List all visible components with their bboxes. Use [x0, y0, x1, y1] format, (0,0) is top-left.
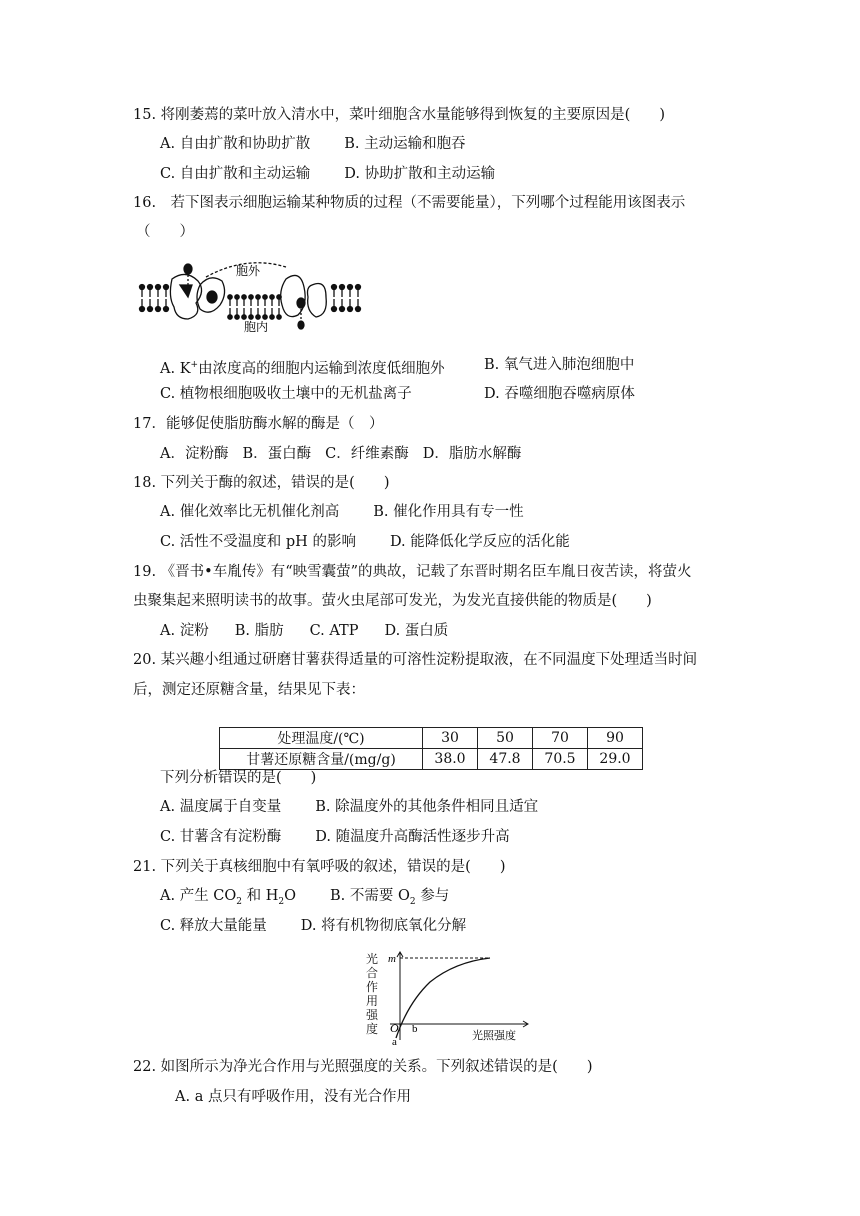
lipid-bilayer-right — [332, 285, 361, 312]
table-cell: 70 — [533, 728, 588, 749]
q21-option-c: C. 释放大量能量 — [160, 918, 267, 934]
q21-option-b: B. 不需要 $O_2$ 参与 — [330, 888, 450, 907]
label-m: m — [388, 953, 396, 965]
label-b: b — [412, 1023, 418, 1035]
q21-option-d: D. 将有机物彻底氧化分解 — [300, 918, 467, 934]
q21-stem: 21. 下列关于真核细胞中有氧呼吸的叙述，错误的是( ) — [133, 859, 506, 875]
q15-options-row1 — [160, 134, 466, 154]
q20-option-d: D. 随温度升高酶活性逐步升高 — [315, 829, 510, 845]
table-cell: 29.0 — [588, 749, 643, 770]
q19-option-c: C. ATP — [309, 623, 359, 639]
q16-option-a: A. K+由浓度高的细胞内运输到浓度低细胞外 — [160, 360, 445, 377]
q20-prompt: 下列分析错误的是( ) — [160, 770, 317, 786]
q18-option-a: A. 催化效率比无机催化剂高 — [160, 504, 340, 520]
q15-option-b: B. 主动运输和胞吞 — [344, 136, 466, 152]
q19-option-a: A. 淀粉 — [160, 623, 209, 639]
q19-option-d: D. 蛋白质 — [384, 623, 449, 639]
q22-option-a: A. a 点只有呼吸作用，没有光合作用 — [175, 1089, 411, 1105]
q15-option-d: D. 协助扩散和主动运输 — [344, 166, 496, 182]
q22-stem: 22. 如图所示为净光合作用与光照强度的关系。下列叙述错误的是( ) — [133, 1059, 593, 1075]
q19-option-b: B. 脂肪 — [234, 623, 284, 639]
y-axis-label-vertical: 光合作用强度 — [366, 952, 379, 1036]
membrane-transport-figure — [136, 257, 368, 337]
q19-options — [160, 621, 448, 641]
q16-option-d: D. 吞噬细胞吞噬病原体 — [484, 386, 635, 402]
q18-options-row2 — [160, 532, 570, 552]
q15-option-a: A. 自由扩散和协助扩散 — [160, 136, 311, 152]
q16-option-b: B. 氧气进入肺泡细胞中 — [484, 357, 635, 373]
table-row-label-sugar: 甘薯还原糖含量/(mg/g) — [220, 749, 423, 770]
table-cell: 70.5 — [533, 749, 588, 770]
label-a: a — [392, 1036, 397, 1048]
q21-options-row2 — [160, 916, 466, 936]
photosynthesis-light-graph — [360, 948, 540, 1048]
q18-options-row1 — [160, 502, 524, 522]
q15-option-c: C. 自由扩散和主动运输 — [160, 166, 311, 182]
q15-stem: 15. 将刚萎蔫的菜叶放入清水中，菜叶细胞含水量能够得到恢复的主要原因是( ) — [133, 107, 665, 123]
q17-option-b: B．蛋白酶 — [242, 446, 312, 462]
q20-data-table — [219, 727, 643, 770]
q19-stem-line1: 19. 《晋书•车胤传》有“映雪囊萤”的典故，记载了东晋时期名臣车胤日夜苦读，将萤火 — [133, 564, 692, 580]
table-row — [220, 728, 643, 749]
q20-option-a: A. 温度属于自变量 — [160, 799, 282, 815]
table-cell: 50 — [478, 728, 533, 749]
q20-options-row2 — [160, 827, 510, 847]
q17-stem: 17．能够促使脂肪酶水解的酶是（ ） — [133, 416, 384, 432]
q21-option-a: A. 产生 $CO_2$ 和 $H_2O$ — [160, 888, 297, 907]
q17-option-d: D．脂肪水解酶 — [422, 446, 522, 462]
q20-options-row1 — [160, 797, 538, 817]
label-extracellular: 胞外 — [236, 264, 261, 278]
q15-options-row2 — [160, 164, 495, 184]
lipid-bilayer-left — [140, 285, 169, 312]
label-intracellular: 胞内 — [244, 320, 269, 334]
table-row-label-temperature: 处理温度/(℃) — [220, 728, 423, 749]
q20-stem-line2: 后，测定还原糖含量，结果见下表： — [133, 682, 365, 698]
table-cell: 47.8 — [478, 749, 533, 770]
q18-option-d: D. 能降低化学反应的活化能 — [389, 534, 570, 550]
label-origin: O — [390, 1021, 399, 1035]
q21-options-row1 — [160, 886, 449, 912]
q17-options — [160, 444, 521, 464]
x-axis — [390, 1021, 528, 1027]
table-cell: 30 — [423, 728, 478, 749]
table-cell: 90 — [588, 728, 643, 749]
q18-option-c: C. 活性不受温度和 pH 的影响 — [160, 534, 356, 550]
x-axis-label: 光照强度 — [472, 1030, 516, 1042]
q16-stem: 16. 若下图表示细胞运输某种物质的过程（不需要能量），下列哪个过程能用该图表示 — [133, 195, 686, 211]
q17-option-c: C．纤维素酶 — [325, 446, 409, 462]
q20-option-c: C. 甘薯含有淀粉酶 — [160, 829, 282, 845]
lipid-bilayer-middle — [228, 295, 281, 319]
q18-option-b: B. 催化作用具有专一性 — [373, 504, 524, 520]
q19-stem-line2: 虫聚集起来照明读书的故事。萤火虫尾部可发光，为发光直接供能的物质是( ) — [133, 593, 652, 609]
q20-option-b: B. 除温度外的其他条件相同且适宜 — [315, 799, 539, 815]
table-row — [220, 749, 643, 770]
q18-stem: 18. 下列关于酶的叙述，错误的是( ) — [133, 475, 390, 491]
q17-option-a: A．淀粉酶 — [160, 446, 229, 462]
q16-option-c: C. 植物根细胞吸收土壤中的无机盐离子 — [160, 386, 412, 402]
q20-stem-line1: 20. 某兴趣小组通过研磨甘薯获得适量的可溶性淀粉提取液，在不同温度下处理适当时间 — [133, 652, 698, 668]
net-photosynthesis-curve — [396, 958, 490, 1038]
q16-paren: （ ） — [136, 224, 194, 240]
table-cell: 38.0 — [423, 749, 478, 770]
